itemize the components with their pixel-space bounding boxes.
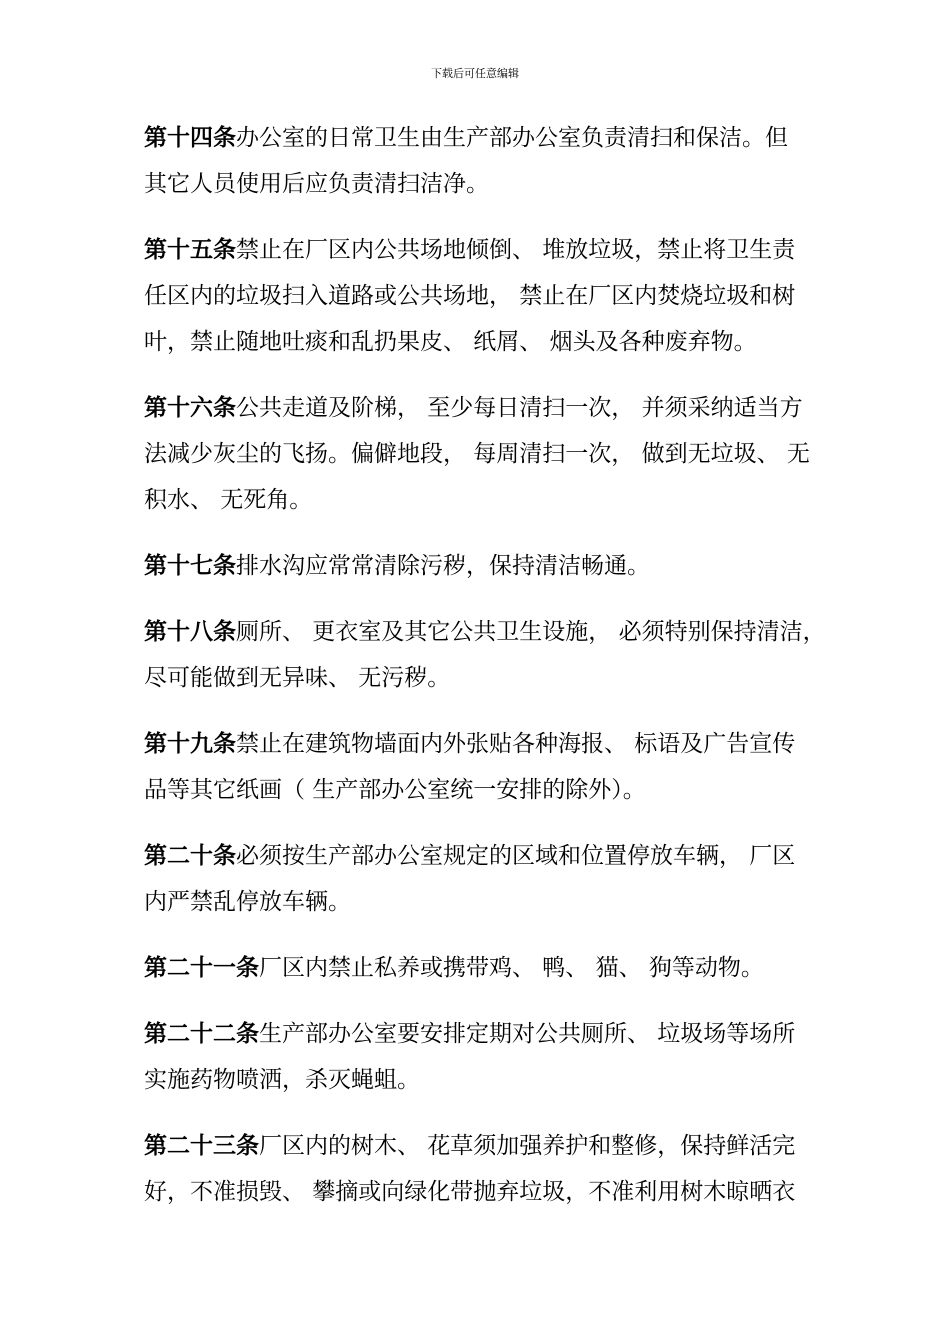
article-line xyxy=(144,721,816,767)
article-line xyxy=(144,945,816,991)
page-header-note: 下载后可任意编辑 xyxy=(431,67,519,80)
article-line: 积水、 无死角。 xyxy=(144,487,313,513)
article-line xyxy=(144,833,816,879)
article-title: 第十五条 xyxy=(144,237,236,263)
article-title: 第二十一条 xyxy=(144,955,259,981)
article-line xyxy=(144,227,816,273)
article-text: 禁止在厂区内公共场地倾倒、 堆放垃圾，禁止将卫生责 xyxy=(236,237,796,263)
article-line xyxy=(144,115,816,161)
article-text: 生产部办公室要安排定期对公共厕所、 垃圾场等场所 xyxy=(259,1021,796,1047)
article-line: 其它人员使用后应负责清扫洁净。 xyxy=(144,171,489,197)
article-16 xyxy=(144,385,816,523)
article-line: 内严禁乱停放车辆。 xyxy=(144,889,351,915)
article-line xyxy=(144,543,816,589)
article-20 xyxy=(144,833,816,925)
article-19 xyxy=(144,721,816,813)
article-text: 办公室的日常卫生由生产部办公室负责清扫和保洁。但 xyxy=(236,125,788,151)
article-21 xyxy=(144,945,816,991)
article-title: 第十四条 xyxy=(144,125,236,151)
article-line: 品等其它纸画（ 生产部办公室统一安排的除外）。 xyxy=(144,777,646,803)
article-line: 叶，禁止随地吐痰和乱扔果皮、 纸屑、 烟头及各种废弃物。 xyxy=(144,329,757,355)
article-title: 第十六条 xyxy=(144,395,236,421)
article-14 xyxy=(144,115,816,207)
article-title: 第十八条 xyxy=(144,619,236,645)
article-text: 厕所、 更衣室及其它公共卫生设施， 必须特别保持清洁， xyxy=(236,619,826,645)
article-title: 第十七条 xyxy=(144,553,236,579)
article-15 xyxy=(144,227,816,365)
article-line: 尽可能做到无异味、 无污秽。 xyxy=(144,665,451,691)
article-line xyxy=(144,385,816,431)
article-23 xyxy=(144,1123,816,1215)
article-text: 必须按生产部办公室规定的区域和位置停放车辆， 厂区 xyxy=(236,843,796,869)
article-17 xyxy=(144,543,816,589)
article-title: 第十九条 xyxy=(144,731,236,757)
article-title: 第二十三条 xyxy=(144,1133,259,1159)
article-22 xyxy=(144,1011,816,1103)
article-title: 第二十二条 xyxy=(144,1021,259,1047)
article-line: 任区内的垃圾扫入道路或公共场地， 禁止在厂区内焚烧垃圾和树 xyxy=(144,283,796,309)
article-text: 公共走道及阶梯， 至少每日清扫一次， 并须采纳适当方 xyxy=(236,395,803,421)
article-text: 禁止在建筑物墙面内外张贴各种海报、 标语及广告宣传 xyxy=(236,731,796,757)
article-line xyxy=(144,609,826,655)
document-body xyxy=(144,115,826,1235)
article-line xyxy=(144,1011,816,1057)
article-line: 好，不准损毁、 攀摘或向绿化带抛弃垃圾，不准利用树木晾晒衣 xyxy=(144,1179,796,1205)
article-line xyxy=(144,1123,816,1169)
article-line: 实施药物喷洒，杀灭蝇蛆。 xyxy=(144,1067,420,1093)
article-text: 厂区内的树木、 花草须加强养护和整修，保持鲜活完 xyxy=(259,1133,796,1159)
article-line: 法减少灰尘的飞扬。偏僻地段， 每周清扫一次， 做到无垃圾、 无 xyxy=(144,441,810,467)
article-text: 排水沟应常常清除污秽，保持清洁畅通。 xyxy=(236,553,650,579)
article-18 xyxy=(144,609,826,701)
article-text: 厂区内禁止私养或携带鸡、 鸭、 猫、 狗等动物。 xyxy=(259,955,764,981)
article-title: 第二十条 xyxy=(144,843,236,869)
